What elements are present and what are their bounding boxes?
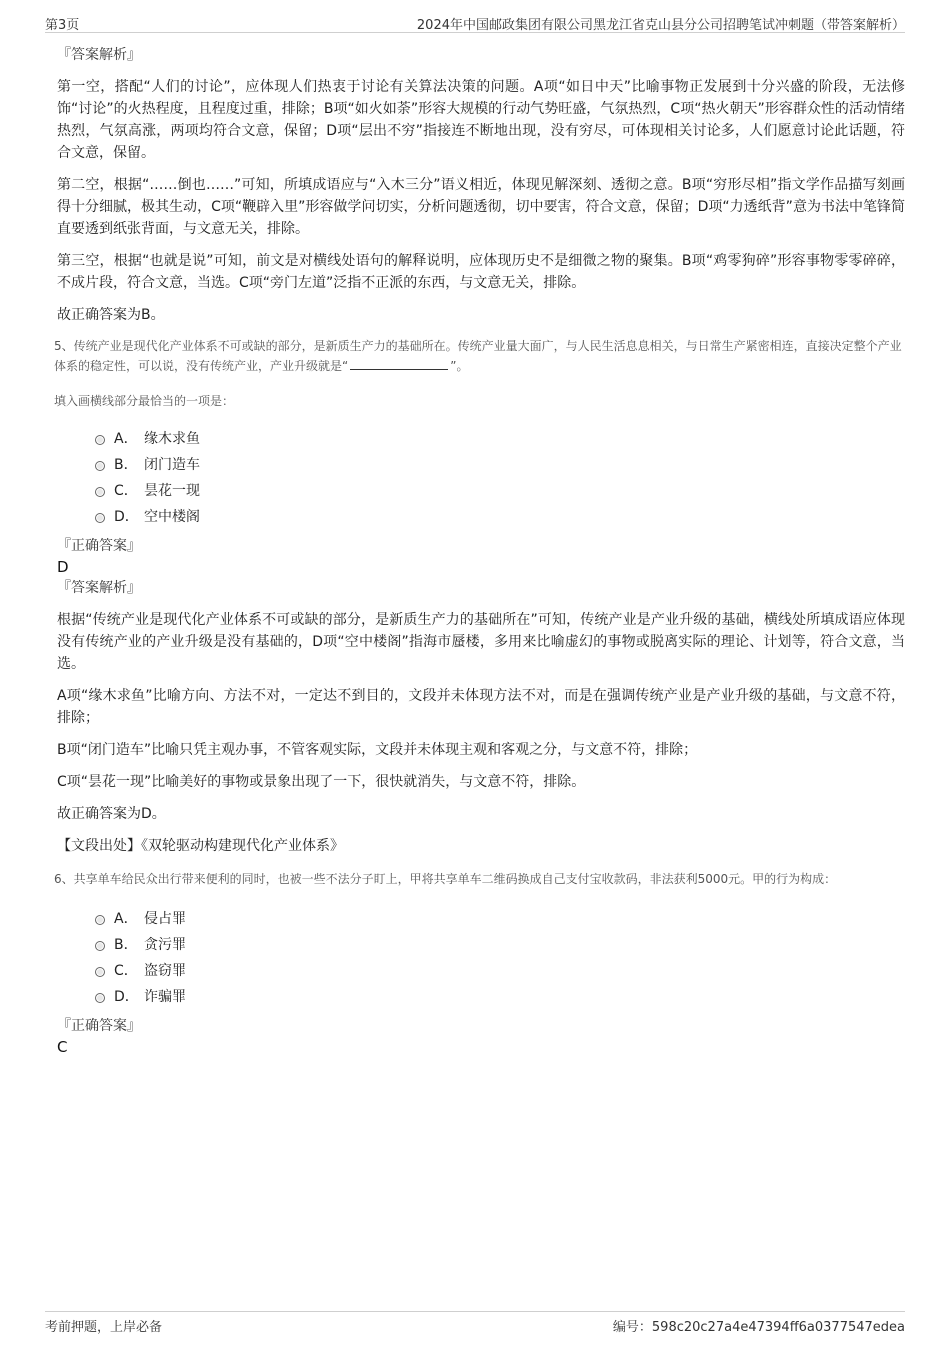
q5-analysis-paragraph: A项“缘木求鱼”比喻方向、方法不对，一定达不到目的，文段并未体现方法不对，而是在强调传统产业是产业升级的基础，与文意不符，排除； xyxy=(57,688,905,726)
q5-analysis-label: 『答案解析』 xyxy=(57,580,141,596)
page-number: 第3页 xyxy=(45,18,80,33)
page-header xyxy=(45,12,905,33)
option-letter: D． xyxy=(114,509,139,525)
q5-analysis-paragraph: B项“闭门造车”比喻只凭主观办事，不管客观实际，文段并未体现主观和客观之分，与文意不符，排除； xyxy=(57,742,698,758)
q5-answer: D xyxy=(57,558,69,576)
option-text: 空中楼阁 xyxy=(144,509,200,525)
option-text: 缘木求鱼 xyxy=(144,431,200,447)
q5-options xyxy=(95,425,905,529)
option-text: 贪污罪 xyxy=(144,937,186,953)
q6-answer-label: 『正确答案』 xyxy=(57,1018,141,1034)
radio-icon[interactable] xyxy=(95,513,105,523)
q4-analysis-paragraph: 第一空，搭配“人们的讨论”，应体现人们热衷于讨论有关算法决策的问题。A项“如日中天”比喻事物正发展到十分兴盛的阶段，无法修饰“讨论”的火热程度，且程度过重，排除；B项“如火如荼”形容大规模的行动气势旺盛，气氛热烈，C项“热火朝天”形容群众性的活动情绪热烈，气氛高涨，两项均符合文意，保留；D项“层出不穷”指接连不断地出现，没有穷尽，可体现相关讨论多，人们愿意讨论此话题，符合文意，保留。 xyxy=(57,79,905,161)
radio-icon[interactable] xyxy=(95,915,105,925)
option-letter: A． xyxy=(114,911,138,927)
q5-source: 【文段出处】《双轮驱动构建现代化产业体系》 xyxy=(57,838,344,854)
q5-question-text: 5、传统产业是现代化产业体系不可或缺的部分，是新质生产力的基础所在。传统产业量大面广，与人民生活息息相关，与日常生产紧密相连，直接决定整个产业体系的稳定性，可以说，没有传统产业，产业升级就是“ xyxy=(54,339,902,373)
document-title: 2024年中国邮政集团有限公司黑龙江省克山县分公司招聘笔试冲刺题（带答案解析） xyxy=(416,18,905,33)
footer-slogan: 考前押题，上岸必备 xyxy=(45,1320,163,1335)
q5-instruction: 填入画横线部分最恰当的一项是： xyxy=(54,394,235,408)
q6-answer: C xyxy=(57,1038,68,1056)
q6-option-d[interactable] xyxy=(95,983,905,1009)
option-letter: C． xyxy=(114,963,138,979)
radio-icon[interactable] xyxy=(95,941,105,951)
document-content xyxy=(54,44,905,1057)
option-text: 闭门造车 xyxy=(144,457,200,473)
option-letter: C． xyxy=(114,483,138,499)
q6-option-a[interactable] xyxy=(95,905,905,931)
option-letter: D． xyxy=(114,989,139,1005)
option-letter: B． xyxy=(114,937,138,953)
option-text: 盗窃罪 xyxy=(144,963,186,979)
q5-analysis-paragraph: C项“昙花一现”比喻美好的事物或景象出现了一下，很快就消失，与文意不符，排除。 xyxy=(57,774,586,790)
q5-analysis-conclusion: 故正确答案为D。 xyxy=(57,806,166,822)
q6-options xyxy=(95,905,905,1009)
radio-icon[interactable] xyxy=(95,487,105,497)
q5-option-c[interactable] xyxy=(95,477,905,503)
q5-option-b[interactable] xyxy=(95,451,905,477)
q5-question xyxy=(54,336,905,376)
q5-option-d[interactable] xyxy=(95,503,905,529)
q4-analysis-label: 『答案解析』 xyxy=(57,47,141,63)
q6-option-c[interactable] xyxy=(95,957,905,983)
radio-icon[interactable] xyxy=(95,461,105,471)
option-letter: A． xyxy=(114,431,138,447)
q4-analysis-conclusion: 故正确答案为B。 xyxy=(57,307,165,323)
radio-icon[interactable] xyxy=(95,435,105,445)
option-text: 昙花一现 xyxy=(144,483,200,499)
option-letter: B． xyxy=(114,457,138,473)
q5-analysis-paragraph: 根据“传统产业是现代化产业体系不可或缺的部分，是新质生产力的基础所在”可知，传统产业是产业升级的基础，横线处所填成语应体现没有传统产业的产业升级是没有基础的，D项“空中楼阁”指海市蜃楼，多用来比喻虚幻的事物或脱离实际的理论、计划等，符合文意，当选。 xyxy=(57,612,905,672)
q6-option-b[interactable] xyxy=(95,931,905,957)
option-text: 侵占罪 xyxy=(144,911,186,927)
radio-icon[interactable] xyxy=(95,967,105,977)
radio-icon[interactable] xyxy=(95,993,105,1003)
page-footer xyxy=(45,1311,905,1340)
q4-analysis-paragraph: 第三空，根据“也就是说”可知，前文是对横线处语句的解释说明，应体现历史不是细微之物的聚集。B项“鸡零狗碎”形容事物零零碎碎，不成片段，符合文意，当选。C项“旁门左道”泛指不正派的东西，与文意无关，排除。 xyxy=(57,253,905,291)
document-id: 编号：598c20c27a4e47394ff6a0377547edea xyxy=(612,1320,905,1335)
q5-question-end: ”。 xyxy=(450,359,469,373)
option-text: 诈骗罪 xyxy=(144,989,186,1005)
q6-question: 6、共享单车给民众出行带来便利的同时，也被一些不法分子盯上，甲将共享单车二维码换成自己支付宝收款码，非法获利5000元。甲的行为构成： xyxy=(54,872,837,886)
q4-analysis-paragraph: 第二空，根据“……倒也……”可知，所填成语应与“入木三分”语义相近，体现见解深刻、透彻之意。B项“穷形尽相”指文学作品描写刻画得十分细腻，极其生动，C项“鞭辟入里”形容做学问切实，分析问题透彻，切中要害，符合文意，保留；D项“力透纸背”意为书法中笔锋简直要透到纸张背面，与文意无关，排除。 xyxy=(57,177,905,237)
q5-option-a[interactable] xyxy=(95,425,905,451)
q5-answer-label: 『正确答案』 xyxy=(57,538,141,554)
q5-blank xyxy=(350,357,448,370)
